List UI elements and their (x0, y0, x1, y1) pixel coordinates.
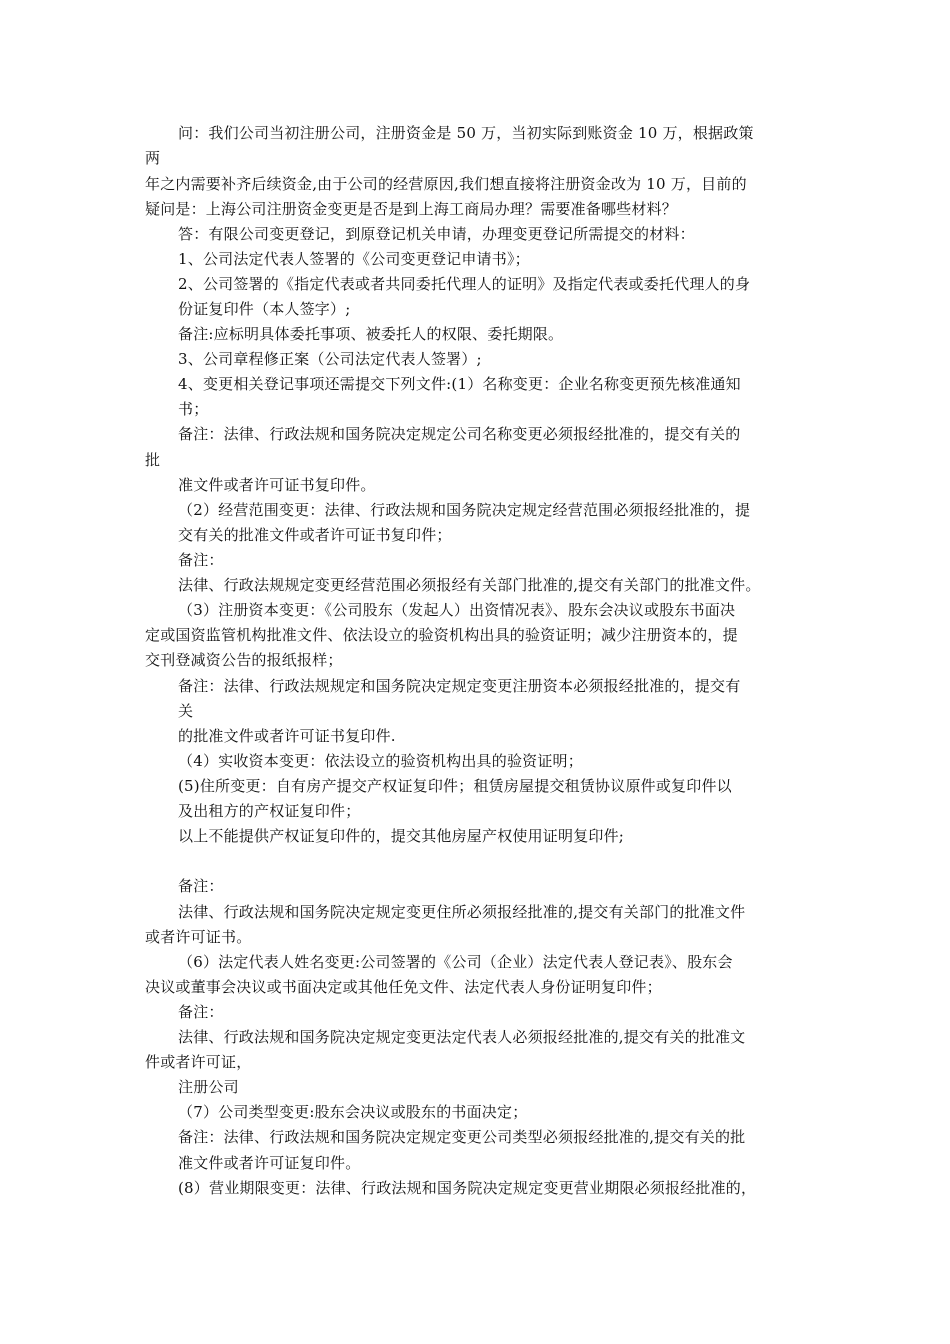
text-line: 答：有限公司变更登记，到原登记机关申请，办理变更登记所需提交的材料： (178, 225, 695, 243)
text-line: 准文件或者许可证复印件。 (178, 1154, 361, 1172)
text-line: 书； (178, 400, 209, 418)
text-line: 批 (145, 451, 161, 469)
text-line: 及出租方的产权证复印件； (178, 802, 361, 820)
text-line: 关 (178, 702, 194, 720)
text-line: 注册公司 (178, 1078, 239, 1096)
text-line: (8）营业期限变更：法律、行政法规和国务院决定规定变更营业期限必须报经批准的， (178, 1179, 757, 1197)
text-line: （3）注册资本变更：《公司股东（发起人）出资情况表》、股东会决议或股东书面决 (178, 601, 736, 619)
text-line: 份证复印件（本人签字）; (178, 300, 351, 318)
text-line: 4、变更相关登记事项还需提交下列文件:(1）名称变更：企业名称变更预先核准通知 (178, 375, 741, 393)
text-line: 或者许可证书。 (145, 928, 252, 946)
text-line: 定或国资监管机构批准文件、依法设立的验资机构出具的验资证明；减少注册资本的，提 (145, 626, 738, 644)
text-line: 1、公司法定代表人签署的《公司变更登记申请书》； (178, 250, 530, 268)
text-line: 准文件或者许可证书复印件。 (178, 476, 376, 494)
text-line: 的批准文件或者许可证书复印件. (178, 727, 396, 745)
text-line: 法律、行政法规和国务院决定规定变更法定代表人必须报经批准的,提交有关的批准文 (178, 1028, 746, 1046)
text-line: 备注： (178, 551, 224, 569)
text-line: 交刊登减资公告的报纸报样； (145, 651, 343, 669)
text-line: 两 (145, 149, 161, 167)
text-line: 法律、行政法规规定变更经营范围必须报经有关部门批准的,提交有关部门的批准文件。 (178, 576, 761, 594)
text-line: 疑问是：上海公司注册资金变更是否是到上海工商局办理？需要准备哪些材料？ (145, 200, 678, 218)
text-line: 备注:应标明具体委托事项、被委托人的权限、委托期限。 (178, 325, 564, 343)
text-line: 交有关的批准文件或者许可证书复印件； (178, 526, 452, 544)
text-line: 决议或董事会决议或书面决定或其他任免文件、法定代表人身份证明复印件； (145, 978, 662, 996)
text-line: 备注：法律、行政法规规定和国务院决定规定变更注册资本必须报经批准的，提交有 (178, 677, 741, 695)
text-line: （2）经营范围变更：法律、行政法规和国务院决定规定经营范围必须报经批准的，提 (178, 501, 751, 519)
text-line: 件或者许可证， (145, 1053, 252, 1071)
text-line: 问：我们公司当初注册公司，注册资金是 50 万，当初实际到账资金 10 万，根据政策 (178, 124, 754, 142)
text-line: （7）公司类型变更:股东会决议或股东的书面决定； (178, 1103, 528, 1121)
text-line: 备注： (178, 1003, 224, 1021)
text-line: 备注：法律、行政法规和国务院决定规定公司名称变更必须报经批准的，提交有关的 (178, 425, 741, 443)
text-line: 备注：法律、行政法规和国务院决定规定变更公司类型必须报经批准的,提交有关的批 (178, 1128, 746, 1146)
text-line: 以上不能提供产权证复印件的，提交其他房屋产权使用证明复印件; (178, 827, 625, 845)
text-line: （6）法定代表人姓名变更:公司签署的《公司（企业）法定代表人登记表》、股东会 (178, 953, 733, 971)
text-line: 备注： (178, 877, 224, 895)
text-line: (5)住所变更：自有房产提交产权证复印件；租赁房屋提交租赁协议原件或复印件以 (178, 777, 732, 795)
text-line: 2、公司签署的《指定代表或者共同委托代理人的证明》及指定代表或委托代理人的身 (178, 275, 751, 293)
text-line: 3、公司章程修正案（公司法定代表人签署）; (178, 350, 482, 368)
text-line: 法律、行政法规和国务院决定规定变更住所必须报经批准的,提交有关部门的批准文件 (178, 903, 746, 921)
text-line: （4）实收资本变更：依法设立的验资机构出具的验资证明； (178, 752, 583, 770)
text-line: 年之内需要补齐后续资金,由于公司的经营原因,我们想直接将注册资金改为 10 万，目前的 (145, 175, 747, 193)
